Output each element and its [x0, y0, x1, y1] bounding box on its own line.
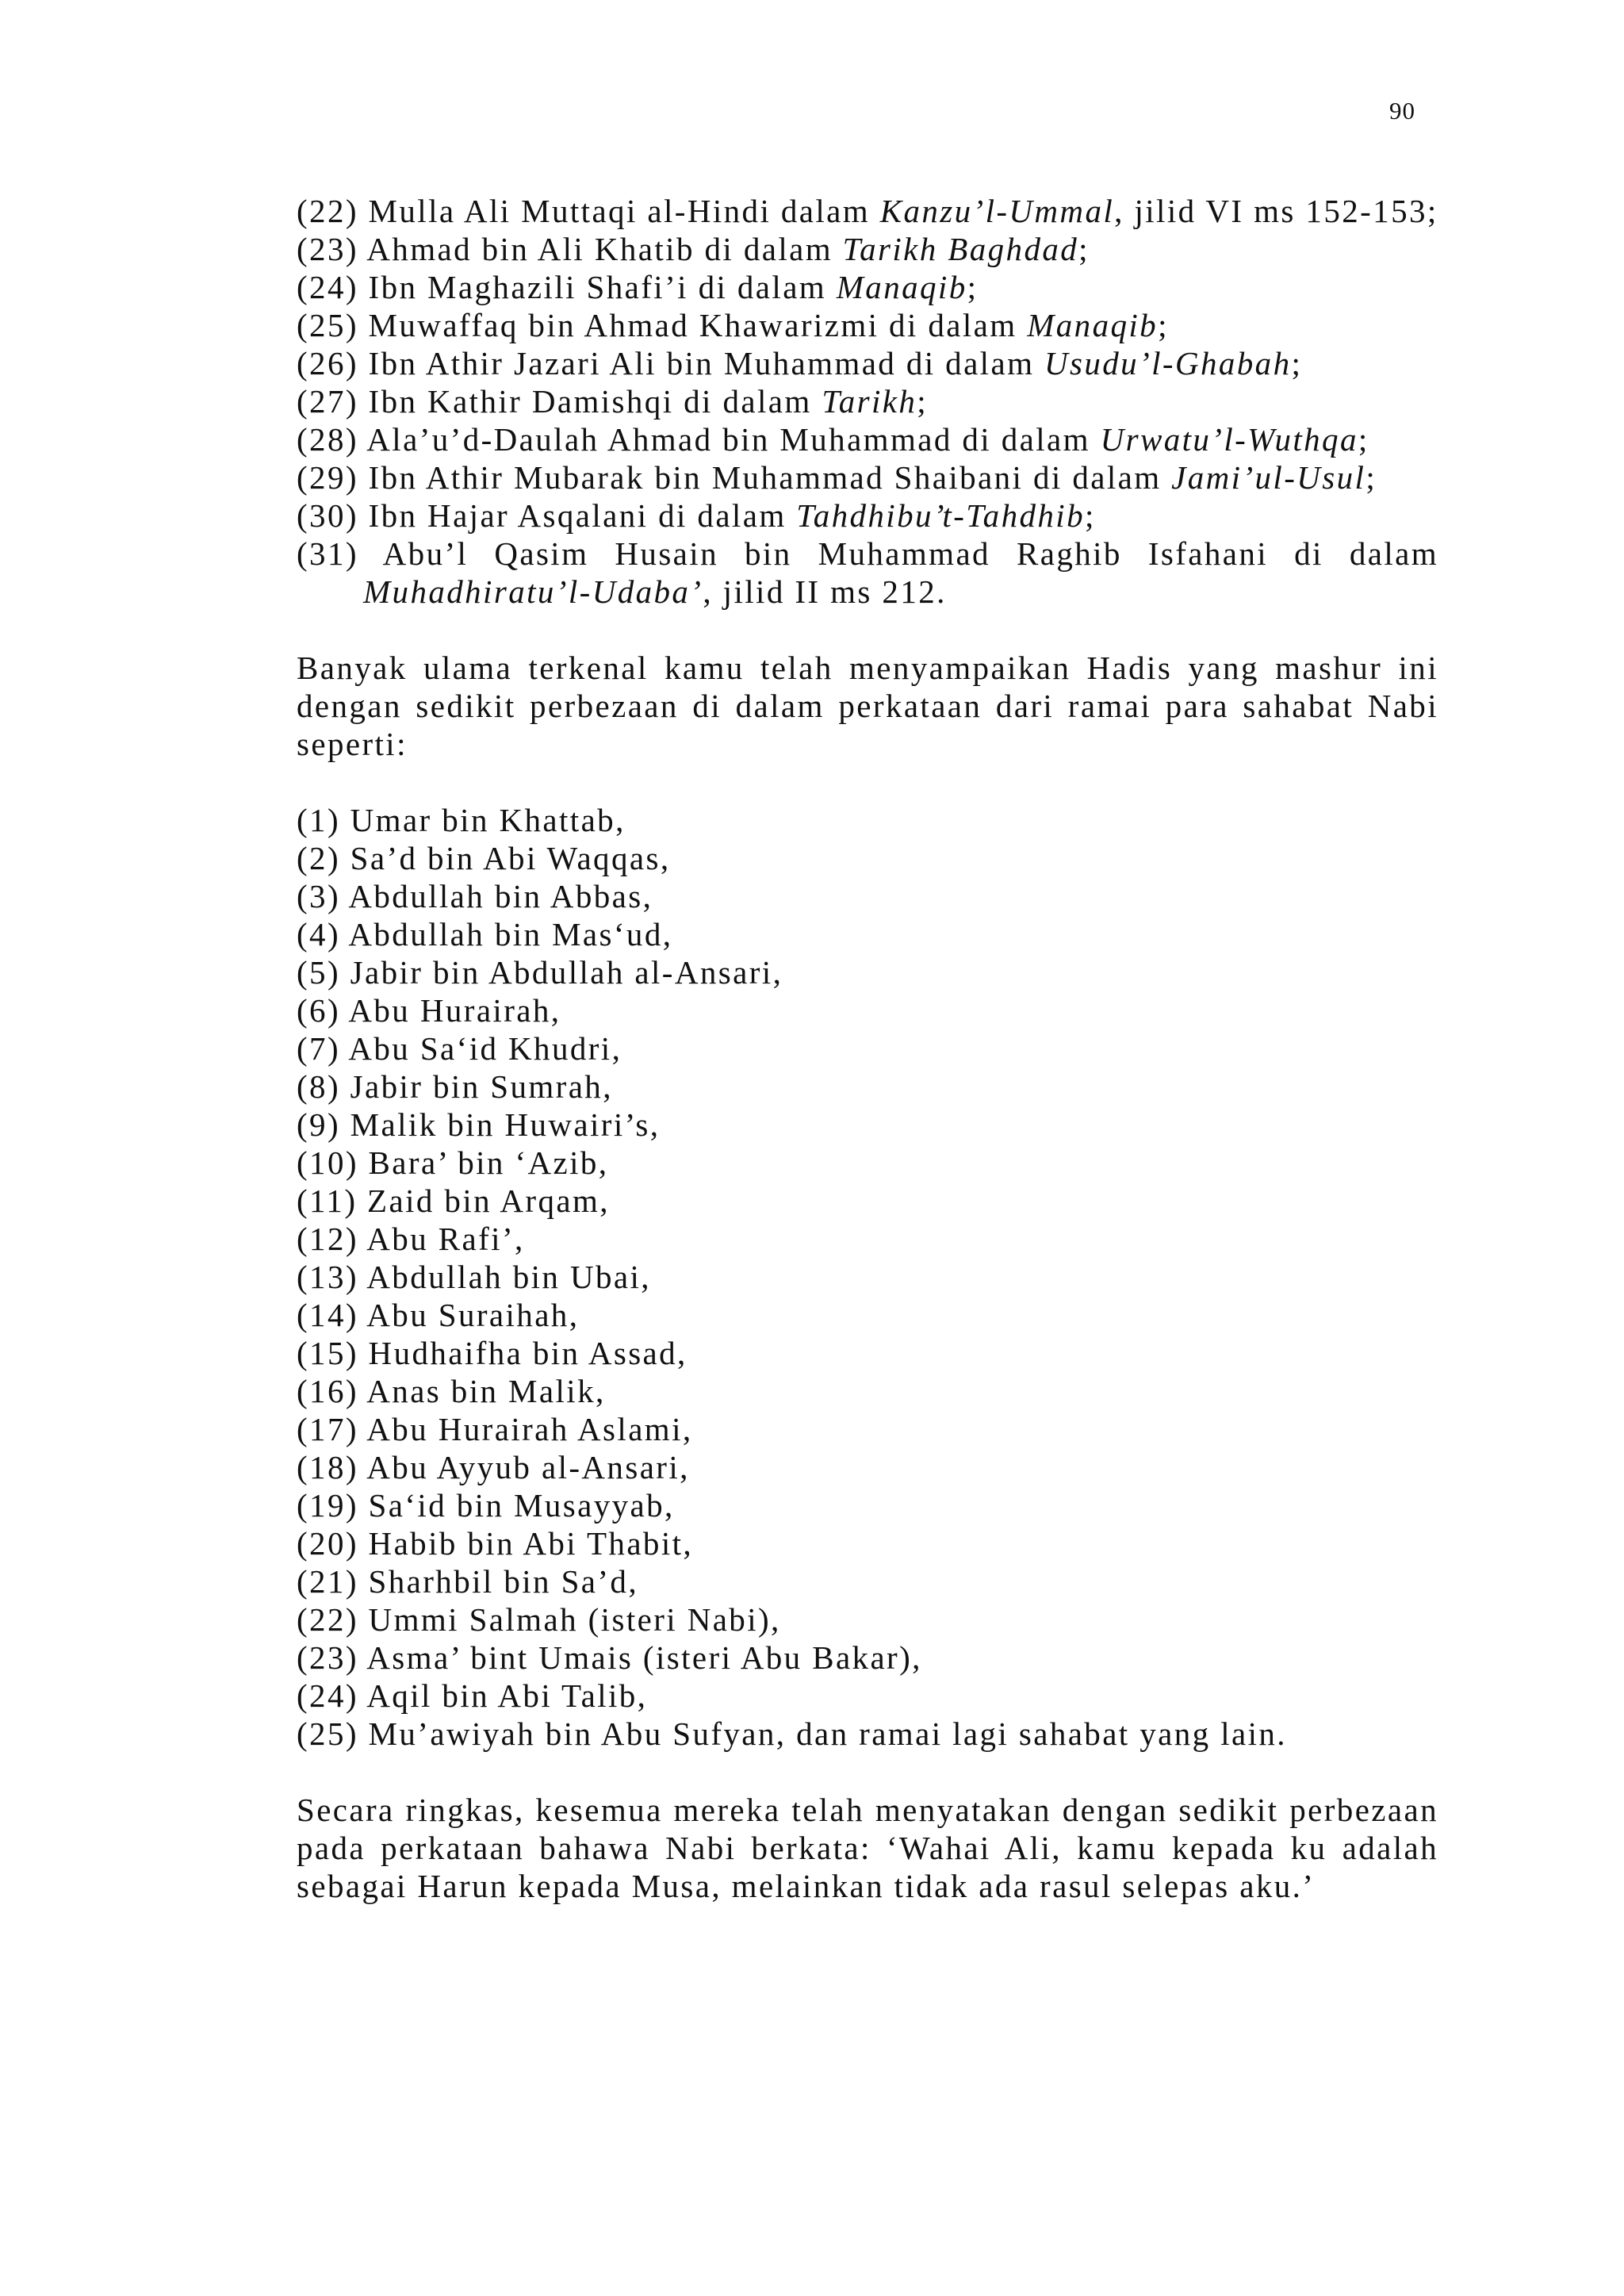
spacer — [297, 763, 1438, 801]
reference-suffix: ; — [1158, 307, 1169, 343]
list-item: (1) Umar bin Khattab, — [297, 802, 626, 838]
list-item: (7) Abu Sa‘id Khudri, — [297, 1030, 622, 1067]
reference-title: Urwatu’l-Wuthqa — [1100, 421, 1358, 458]
list-item: (15) Hudhaifha bin Assad, — [297, 1335, 688, 1371]
reference-list — [297, 192, 1438, 611]
reference-text: (30) Ibn Hajar Asqalani di dalam — [297, 497, 797, 534]
spacer — [297, 1753, 1438, 1791]
list-item: (9) Malik bin Huwairi’s, — [297, 1106, 661, 1143]
list-item: (5) Jabir bin Abdullah al-Ansari, — [297, 954, 783, 991]
list-item: (10) Bara’ bin ‘Azib, — [297, 1144, 609, 1181]
list-item: (12) Abu Rafi’, — [297, 1221, 525, 1257]
list-item: (23) Asma’ bint Umais (isteri Abu Bakar), — [297, 1639, 922, 1676]
list-item: (20) Habib bin Abi Thabit, — [297, 1525, 694, 1562]
list-item: (18) Abu Ayyub al-Ansari, — [297, 1449, 690, 1485]
list-item: (24) Aqil bin Abi Talib, — [297, 1677, 648, 1714]
reference-title: Tahdhibu’t-Tahdhib — [796, 497, 1085, 534]
reference-text: (29) Ibn Athir Mubarak bin Muhammad Shaibani di dalam — [297, 459, 1172, 496]
reference-item — [297, 535, 1438, 611]
list-item: (16) Anas bin Malik, — [297, 1373, 606, 1409]
reference-text: (28) Ala’u’d-Daulah Ahmad bin Muhammad di dalam — [297, 421, 1101, 458]
reference-item — [297, 420, 1438, 458]
reference-item — [297, 230, 1438, 268]
reference-title: Jami’ul-Usul — [1171, 459, 1366, 496]
reference-item — [297, 268, 1438, 306]
list-item: (25) Mu’awiyah bin Abu Sufyan, dan ramai lagi sahabat yang lain. — [297, 1715, 1287, 1752]
reference-item — [297, 306, 1438, 344]
list-item: (2) Sa’d bin Abi Waqqas, — [297, 840, 671, 876]
spacer — [297, 611, 1438, 649]
list-item: (13) Abdullah bin Ubai, — [297, 1259, 651, 1295]
reference-text: (24) Ibn Maghazili Shafi’i di dalam — [297, 269, 837, 305]
reference-title: Manaqib — [1027, 307, 1159, 343]
list-item: (22) Ummi Salmah (isteri Nabi), — [297, 1601, 781, 1638]
reference-item — [297, 344, 1438, 382]
intro-paragraph: Banyak ulama terkenal kamu telah menyampaikan Hadis yang mashur ini dengan sedikit perbezaan di dalam perkataan dari ramai para sahabat Nabi seperti: — [297, 650, 1438, 762]
list-item: (14) Abu Suraihah, — [297, 1297, 580, 1333]
reference-text: (26) Ibn Athir Jazari Ali bin Muhammad di dalam — [297, 345, 1045, 381]
reference-title: Usudu’l-Ghabah — [1044, 345, 1292, 381]
list-item: (19) Sa‘id bin Musayyab, — [297, 1487, 675, 1524]
reference-text: (27) Ibn Kathir Damishqi di dalam — [297, 383, 822, 420]
list-item: (6) Abu Hurairah, — [297, 992, 561, 1029]
reference-suffix: ; — [1358, 421, 1369, 458]
reference-text: (25) Muwaffaq bin Ahmad Khawarizmi di dalam — [297, 307, 1028, 343]
reference-text: (31) Abu’l Qasim Husain bin Muhammad Raghib Isfahani di dalam — [297, 535, 1438, 572]
reference-suffix: ; — [1084, 497, 1096, 534]
reference-title: Tarikh — [822, 383, 917, 420]
reference-suffix: , jilid II ms 212. — [703, 573, 947, 610]
reference-text: (22) Mulla Ali Muttaqi al-Hindi dalam — [297, 193, 880, 229]
reference-suffix: ; — [1291, 345, 1303, 381]
list-item: (8) Jabir bin Sumrah, — [297, 1068, 613, 1105]
reference-item — [297, 496, 1438, 535]
list-item: (17) Abu Hurairah Aslami, — [297, 1411, 693, 1447]
closing-paragraph: Secara ringkas, kesemua mereka telah menyatakan dengan sedikit perbezaan pada perkataan bahawa Nabi berkata: ‘Wahai Ali, kamu kepada ku adalah sebagai Harun kepada Musa, melainkan tidak ada rasul selepas aku.’ — [297, 1792, 1438, 1904]
companion-list — [297, 801, 1438, 1753]
reference-text: (23) Ahmad bin Ali Khatib di dalam — [297, 231, 843, 267]
list-item: (4) Abdullah bin Mas‘ud, — [297, 916, 673, 953]
page-content — [297, 192, 1438, 1905]
reference-suffix: ; — [967, 269, 979, 305]
reference-suffix: ; — [1365, 459, 1377, 496]
reference-title: Tarikh Baghdad — [842, 231, 1079, 267]
reference-item — [297, 382, 1438, 420]
page-number: 90 — [1389, 97, 1415, 125]
reference-item — [297, 192, 1438, 230]
list-item: (11) Zaid bin Arqam, — [297, 1182, 610, 1219]
reference-suffix: ; — [1078, 231, 1090, 267]
list-item: (3) Abdullah bin Abbas, — [297, 878, 653, 914]
list-item: (21) Sharhbil bin Sa’d, — [297, 1563, 638, 1600]
reference-suffix: ; — [917, 383, 929, 420]
reference-title: Muhadhiratu’l-Udaba’ — [363, 573, 703, 610]
reference-suffix: , jilid VI ms 152-153; — [1114, 193, 1438, 229]
reference-title: Kanzu’l-Ummal — [879, 193, 1115, 229]
reference-title: Manaqib — [836, 269, 967, 305]
reference-item — [297, 458, 1438, 496]
